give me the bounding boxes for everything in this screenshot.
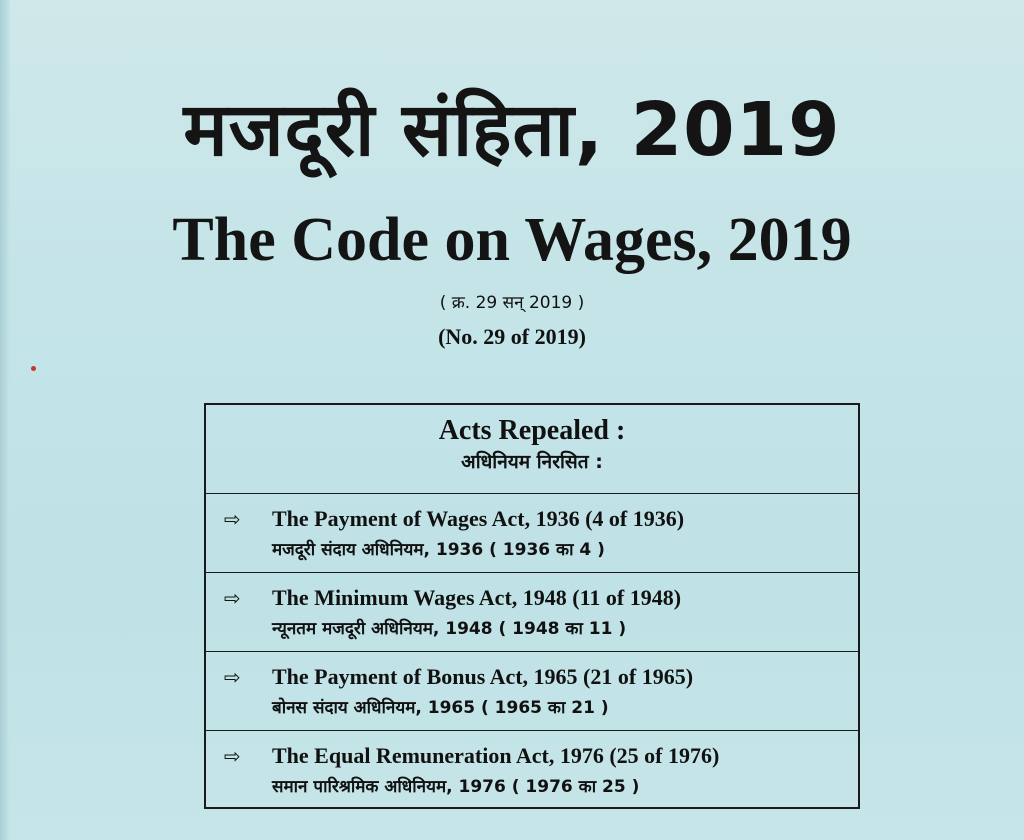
acts-repealed-heading-hindi: अधिनियम निरसित :	[461, 451, 603, 473]
act-title-english: The Payment of Bonus Act, 1965 (21 of 1965)	[272, 664, 694, 689]
act-title-hindi: बोनस संदाय अधिनियम, 1965 ( 1965 का 21 )	[272, 698, 609, 718]
acts-repealed-header	[206, 405, 858, 494]
act-row-payment-of-bonus	[206, 652, 858, 731]
arrow-right-icon: ⇨	[224, 744, 241, 768]
arrow-right-icon: ⇨	[224, 665, 241, 689]
act-title-english: The Payment of Wages Act, 1936 (4 of 1936)	[272, 506, 685, 531]
act-title-hindi: समान पारिश्रमिक अधिनियम, 1976 ( 1976 का 25 )	[272, 777, 640, 797]
act-row-payment-of-wages	[206, 494, 858, 573]
act-title-hindi: न्यूनतम मजदूरी अधिनियम, 1948 ( 1948 का 11 )	[272, 619, 627, 639]
act-row-equal-remuneration	[206, 731, 858, 810]
title-hindi: मजदूरी संहिता, 2019	[183, 87, 841, 173]
acts-repealed-box	[204, 403, 860, 809]
title-english: The Code on Wages, 2019	[172, 206, 852, 274]
act-number-english: (No. 29 of 2019)	[438, 324, 586, 349]
arrow-right-icon: ⇨	[224, 586, 241, 610]
act-title-hindi: मजदूरी संदाय अधिनियम, 1936 ( 1936 का 4 )	[272, 540, 605, 560]
act-row-minimum-wages	[206, 573, 858, 652]
act-title-english: The Minimum Wages Act, 1948 (11 of 1948)	[272, 585, 682, 610]
arrow-right-icon: ⇨	[224, 507, 241, 531]
ink-mark	[31, 366, 36, 371]
act-title-english: The Equal Remuneration Act, 1976 (25 of 1976)	[272, 743, 720, 768]
act-number-hindi: ( क्र. 29 सन् 2019 )	[439, 293, 585, 313]
acts-repealed-heading-english: Acts Repealed :	[438, 415, 626, 446]
